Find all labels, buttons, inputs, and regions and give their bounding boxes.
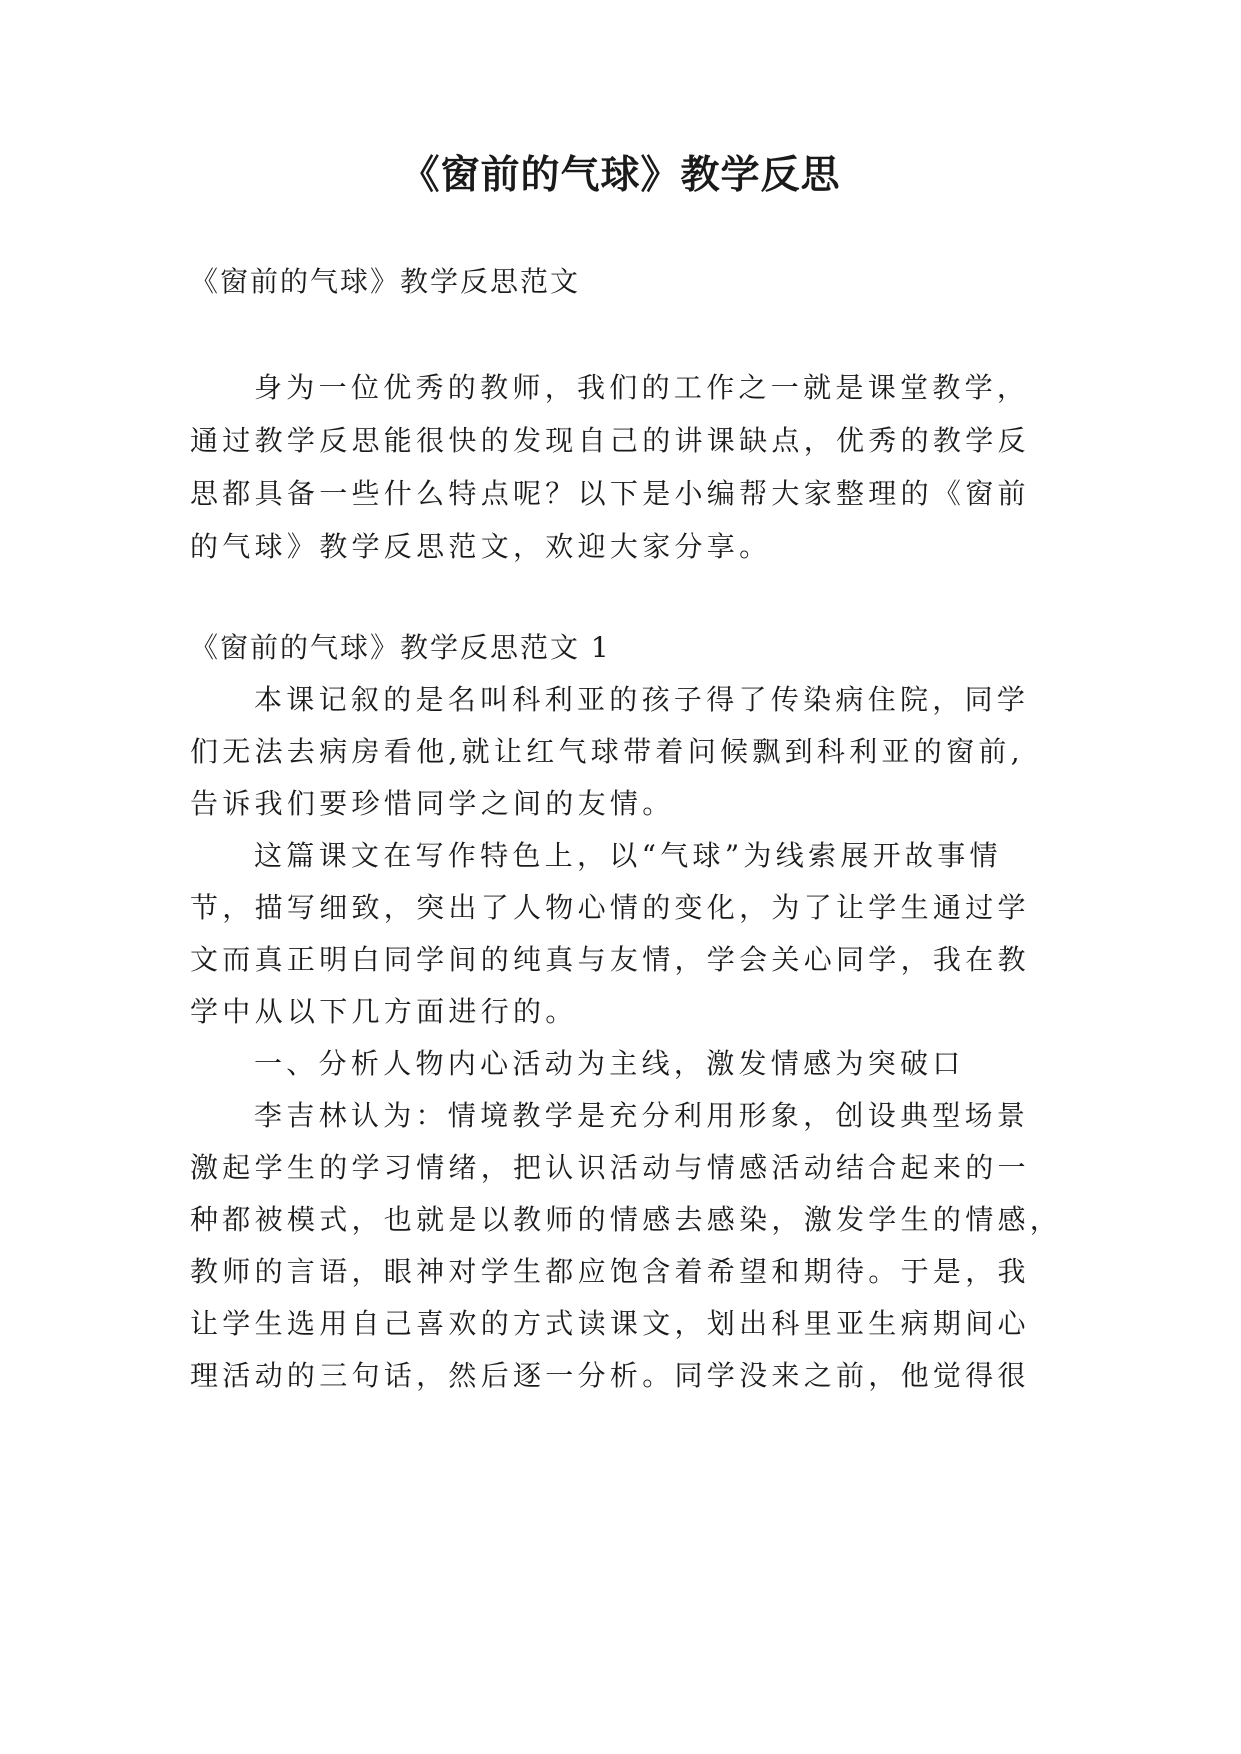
body-line: 种都被模式，也就是以教师的情感去感染，激发学生的情感， bbox=[190, 1203, 1063, 1236]
body-line: 学中从以下几方面进行的。 bbox=[190, 995, 578, 1028]
body-line: 一、分析人物内心活动为主线，激发情感为突破口 bbox=[254, 1047, 965, 1080]
intro-line: 身为一位优秀的教师，我们的工作之一就是课堂教学， bbox=[254, 371, 1030, 404]
section-heading: 《窗前的气球》教学反思范文 1 bbox=[190, 631, 611, 664]
intro-line: 的气球》教学反思范文，欢迎大家分享。 bbox=[190, 530, 772, 563]
body-line: 教师的言语，眼神对学生都应饱含着希望和期待。于是，我 bbox=[190, 1255, 1030, 1288]
body-line: 们无法去病房看他,就让红气球带着问候飘到科利亚的窗前, bbox=[190, 735, 1024, 768]
document-title: 《窗前的气球》教学反思 bbox=[400, 153, 841, 198]
intro-line: 通过教学反思能很快的发现自己的讲课缺点，优秀的教学反 bbox=[190, 424, 1030, 457]
body-line: 让学生选用自己喜欢的方式读课文，划出科里亚生病期间心 bbox=[190, 1307, 1030, 1340]
body-line: 理活动的三句话，然后逐一分析。同学没来之前，他觉得很 bbox=[190, 1359, 1030, 1392]
body-line: 文而真正明白同学间的纯真与友情，学会关心同学，我在教 bbox=[190, 943, 1030, 976]
document-subtitle: 《窗前的气球》教学反思范文 bbox=[190, 265, 581, 298]
body-line: 本课记叙的是名叫科利亚的孩子得了传染病住院，同学 bbox=[254, 683, 1030, 716]
body-line: 这篇课文在写作特色上，以“气球”为线索展开故事情 bbox=[254, 839, 1002, 872]
body-line: 李吉林认为：情境教学是充分利用形象，创设典型场景 bbox=[254, 1099, 1030, 1132]
intro-line: 思都具备一些什么特点呢？以下是小编帮大家整理的《窗前 bbox=[190, 477, 1030, 510]
body-line: 激起学生的学习情绪，把认识活动与情感活动结合起来的一 bbox=[190, 1151, 1030, 1184]
body-line: 告诉我们要珍惜同学之间的友情。 bbox=[190, 787, 675, 820]
body-line: 节，描写细致，突出了人物心情的变化，为了让学生通过学 bbox=[190, 891, 1030, 924]
